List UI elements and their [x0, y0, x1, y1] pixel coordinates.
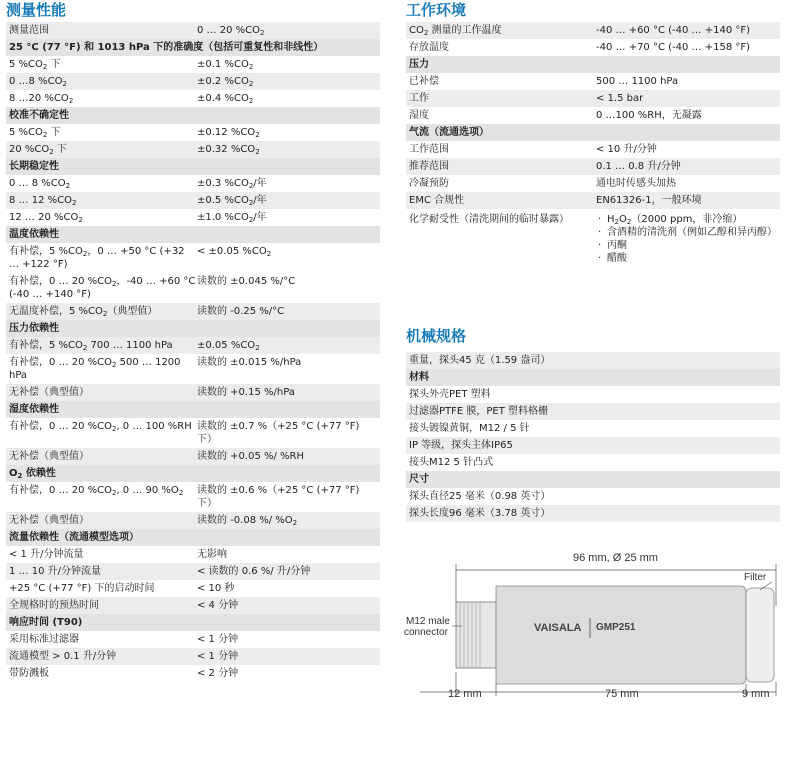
- mechanical-value: 45 克（1.59 盎司）: [459, 355, 551, 366]
- measurement-performance-section: [6, 0, 380, 682]
- chem-item: · $H_2O_2(2000$ ppm，非冷缩）: [596, 213, 777, 226]
- measurement-label: 8 …20 $\%CO_2$: [9, 93, 74, 105]
- measurement-value: ±0.05 $\%CO_2$: [197, 340, 260, 352]
- environment-value: 通电时传感头加热: [596, 178, 676, 189]
- measurement-label: < 1 升/分钟流量: [9, 549, 84, 560]
- measurement-value: 读数的 -0.08 %/ $\%O_2$: [197, 515, 298, 527]
- measurement-label: 测量范围: [9, 25, 49, 36]
- brand-logo: VAISALA: [534, 622, 582, 634]
- measurement-value: 读数的 ±0.7 %（+25 °C (+77 °F) 下）: [197, 421, 360, 445]
- measurement-value: < 读数的 0.6 %/ 升/分钟: [197, 566, 311, 577]
- operating-environment-section: [406, 0, 780, 267]
- measurement-label: 湿度依赖性: [9, 404, 59, 415]
- section-title-environment: 工作环境: [406, 1, 467, 19]
- measurement-row: [6, 529, 380, 546]
- measurement-value: < 4 分钟: [197, 600, 239, 611]
- environment-row: [406, 192, 780, 209]
- mechanical-table: [406, 352, 780, 522]
- probe-drawing: [400, 546, 786, 755]
- measurement-value: ±0.1 $\%CO_2$: [197, 59, 254, 71]
- probe-filter: [746, 588, 774, 682]
- environment-row: [406, 158, 780, 175]
- measurement-row: [6, 243, 380, 273]
- chem-item: · 丙酮: [596, 239, 777, 252]
- measurement-row: [6, 354, 380, 384]
- environment-value: < 1.5 bar: [596, 93, 644, 104]
- mechanical-label: 接头: [409, 457, 429, 468]
- measurement-label: 有补偿，0 … 20 $\%CO_2$, 0 … 90 $\%O_2$: [9, 485, 184, 497]
- measurement-value: ±0.5 $\%CO_2/$年: [197, 195, 267, 207]
- measurement-label: 20 $\%CO_2$ 下: [9, 144, 67, 156]
- environment-label: 冷凝预防: [409, 178, 449, 189]
- environment-label: 湿度: [409, 110, 429, 121]
- mechanical-label: 尺寸: [409, 474, 429, 485]
- mechanical-row: [406, 369, 780, 386]
- mechanical-value: 96 毫米（3.78 英寸）: [449, 508, 551, 519]
- environment-label: $CO_2$ 测量的工作温度: [409, 25, 502, 37]
- mechanical-spec-section: [406, 326, 780, 522]
- environment-value: -40 … +60 °C (-40 … +140 °F): [596, 25, 751, 36]
- environment-label: 工作: [409, 93, 429, 104]
- mechanical-row: [406, 437, 780, 454]
- measurement-label: 5 $\%CO_2$ 下: [9, 127, 61, 139]
- measurement-label: 采用标准过滤器: [9, 634, 79, 645]
- measurement-label: 8 … 12 $\%CO_2$: [9, 195, 77, 207]
- environment-label: 存放温度: [409, 42, 449, 53]
- mechanical-value: PTFE 膜，PET 塑料格栅: [439, 406, 549, 417]
- section-title-mechanical: 机械规格: [406, 327, 467, 345]
- measurement-label: 无补偿（典型值）: [9, 515, 89, 526]
- mechanical-value: M12 5 针凸式: [429, 457, 494, 468]
- environment-value: -40 … +70 °C (-40 … +158 °F): [596, 42, 751, 53]
- measurement-row: [6, 563, 380, 580]
- environment-row: [406, 124, 780, 141]
- measurement-label: 带防溅板: [9, 668, 49, 679]
- measurement-row: [6, 546, 380, 563]
- measurement-label: 无补偿（典型值）: [9, 387, 89, 398]
- measurement-row: [6, 512, 380, 529]
- measurement-row: [6, 648, 380, 665]
- mechanical-label: IP 等级，探头主体: [409, 440, 492, 451]
- environment-value: < 10 升/分钟: [596, 144, 657, 155]
- mechanical-value: IP65: [491, 440, 513, 451]
- measurement-label: $O_2$ 依赖性: [9, 468, 56, 480]
- measurement-value: 无影响: [197, 549, 227, 560]
- mechanical-label: 过滤器: [409, 406, 439, 417]
- measurement-row: [6, 303, 380, 320]
- measurement-label: 有补偿，5 $\%CO_2$，0 … +50 °C (+32 … +122 °F): [9, 246, 185, 270]
- mechanical-label: 接头: [409, 423, 429, 434]
- measurement-value: 读数的 +0.05 %/ %RH: [197, 451, 305, 462]
- chem-row: [406, 209, 780, 267]
- mechanical-label: 探头直径: [409, 491, 449, 502]
- measurement-label: 25 °C (77 °F) 和 1013 hPa 下的准确度（包括可重复性和非线性）: [9, 42, 324, 53]
- measurement-row: [6, 631, 380, 648]
- measurement-value: ±0.12 $\%CO_2$: [197, 127, 260, 139]
- measurement-row: [6, 90, 380, 107]
- measurement-row: [6, 465, 380, 482]
- measurement-value: < 1 分钟: [197, 634, 239, 645]
- measurement-value: < 2 分钟: [197, 668, 239, 679]
- environment-row: [406, 141, 780, 158]
- measurement-value: 读数的 ±0.045 %/°C: [197, 276, 296, 287]
- measurement-value: < ±0.05 $\%CO_2$: [197, 246, 272, 258]
- connector-label-1: M12 male: [406, 616, 450, 627]
- mechanical-label: 探头外壳: [409, 389, 449, 400]
- measurement-row: [6, 597, 380, 614]
- section-title-measurement: 测量性能: [6, 1, 67, 19]
- measurement-label: 1 … 10 升/分钟流量: [9, 566, 101, 577]
- measurement-value: ±0.4 $\%CO_2$: [197, 93, 254, 105]
- measurement-row: [6, 175, 380, 192]
- environment-row: [406, 175, 780, 192]
- mechanical-value: 镀镍黄铜，M12 / 5 针: [429, 423, 530, 434]
- environment-label: 压力: [409, 59, 429, 70]
- measurement-row: [6, 482, 380, 512]
- environment-label: 工作范围: [409, 144, 449, 155]
- dim-right-label: 9 mm: [742, 688, 770, 700]
- measurement-label: +25 °C (+77 °F) 下的启动时间: [9, 583, 155, 594]
- environment-label: EMC 合规性: [409, 195, 465, 206]
- measurement-row: [6, 401, 380, 418]
- environment-row: [406, 56, 780, 73]
- measurement-value: ±0.32 $\%CO_2$: [197, 144, 260, 156]
- measurement-row: [6, 320, 380, 337]
- environment-label: 气流（流通选项）: [409, 127, 489, 138]
- measurement-label: 校准不确定性: [9, 110, 69, 121]
- measurement-label: 5 $\%CO_2$ 下: [9, 59, 61, 71]
- measurement-label: 长期稳定性: [9, 161, 59, 172]
- environment-value: EN61326-1，一般环境: [596, 195, 702, 206]
- dim-mid-label: 75 mm: [605, 688, 639, 700]
- chem-list: [596, 213, 777, 265]
- chem-item: · 醋酸: [596, 252, 777, 265]
- measurement-value: 读数的 ±0.6 %（+25 °C (+77 °F) 下）: [197, 485, 360, 509]
- mechanical-label: 材料: [409, 372, 429, 383]
- measurement-row: [6, 384, 380, 401]
- measurement-label: 0 …8 $\%CO_2$: [9, 76, 67, 88]
- dim-total-label: 96 mm, Ø 25 mm: [573, 552, 658, 564]
- measurement-row: [6, 337, 380, 354]
- measurement-row: [6, 226, 380, 243]
- measurement-row: [6, 192, 380, 209]
- mechanical-label: 探头长度: [409, 508, 449, 519]
- mechanical-row: [406, 505, 780, 522]
- mechanical-label: 重量，探头: [409, 355, 459, 366]
- measurement-value: 0 … 20 $\%CO_2$: [197, 25, 265, 37]
- measurement-label: 有补偿，0 … 20 $\%CO_2$，-40 … +60 °C (-40 … +140 °F): [9, 276, 196, 300]
- measurement-value: ±0.2 $\%CO_2$: [197, 76, 254, 88]
- measurement-value: < 1 分钟: [197, 651, 239, 662]
- measurement-label: 流通模型 > 0.1 升/分钟: [9, 651, 117, 662]
- environment-row: [406, 73, 780, 90]
- measurement-label: 响应时间 (T90): [9, 617, 83, 628]
- measurement-row: [6, 124, 380, 141]
- model-label: GMP251: [596, 622, 636, 633]
- measurement-label: 有补偿，0 … 20 $\%CO_2$, 0 … 100 %RH: [9, 421, 192, 433]
- filter-label: Filter: [744, 572, 767, 583]
- measurement-value: ±1.0 $\%CO_2/$年: [197, 212, 267, 224]
- measurement-label: 无温度补偿，5 $\%CO_2$（典型值）: [9, 306, 158, 318]
- measurement-label: 流量依赖性（流通模型选项）: [9, 532, 139, 543]
- measurement-row: [6, 158, 380, 175]
- chem-label: 化学耐受性（清洗期间的临时暴露）: [409, 214, 569, 225]
- measurement-row: [6, 209, 380, 226]
- environment-row: [406, 22, 780, 39]
- environment-value: 0.1 … 0.8 升/分钟: [596, 161, 681, 172]
- mechanical-row: [406, 403, 780, 420]
- environment-value: 0 …100 %RH，无凝露: [596, 110, 702, 121]
- measurement-row: [6, 665, 380, 682]
- environment-row: [406, 39, 780, 56]
- probe-diagram: [400, 546, 786, 755]
- measurement-label: 12 … 20 $\%CO_2$: [9, 212, 83, 224]
- mechanical-row: [406, 454, 780, 471]
- measurement-label: 温度依赖性: [9, 229, 59, 240]
- mechanical-value: PET 塑料: [449, 389, 491, 400]
- measurement-value: ±0.3 $\%CO_2/$年: [197, 178, 267, 190]
- measurement-row: [6, 580, 380, 597]
- mechanical-value: 25 毫米（0.98 英寸）: [449, 491, 551, 502]
- measurement-value: 读数的 -0.25 %/°C: [197, 306, 285, 317]
- measurement-row: [6, 73, 380, 90]
- connector-label-2: connector: [404, 627, 448, 638]
- measurement-row: [6, 614, 380, 631]
- measurement-label: 全规格时的预热时间: [9, 600, 99, 611]
- measurement-row: [6, 56, 380, 73]
- environment-row: [406, 90, 780, 107]
- mechanical-row: [406, 471, 780, 488]
- measurement-row: [6, 22, 380, 39]
- mechanical-row: [406, 488, 780, 505]
- mechanical-row: [406, 352, 780, 369]
- mechanical-row: [406, 420, 780, 437]
- measurement-value: < 10 秒: [197, 583, 235, 594]
- measurement-label: 有补偿，5 $\%CO_2$ 700 … 1100 hPa: [9, 340, 173, 352]
- measurement-row: [6, 141, 380, 158]
- measurement-label: 无补偿（典型值）: [9, 451, 89, 462]
- measurement-table: [6, 22, 380, 682]
- measurement-row: [6, 39, 380, 56]
- measurement-value: 读数的 +0.15 %/hPa: [197, 387, 295, 398]
- environment-table: [406, 22, 780, 209]
- measurement-label: 有补偿，0 … 20 $\%CO_2$ 500 … 1200 hPa: [9, 357, 181, 381]
- measurement-row: [6, 273, 380, 303]
- measurement-row: [6, 107, 380, 124]
- environment-row: [406, 107, 780, 124]
- mechanical-row: [406, 386, 780, 403]
- measurement-row: [6, 418, 380, 448]
- measurement-row: [6, 448, 380, 465]
- measurement-value: 读数的 ±0.015 %/hPa: [197, 357, 302, 368]
- environment-value: 500 … 1100 hPa: [596, 76, 679, 87]
- dim-left-label: 12 mm: [448, 688, 482, 700]
- measurement-label: 0 … 8 $\%CO_2$: [9, 178, 71, 190]
- probe-body: [496, 586, 746, 684]
- chem-item: · 含酒精的清洗剂（例如乙醇和异丙醇）: [596, 226, 777, 239]
- environment-label: 已补偿: [409, 76, 439, 87]
- environment-label: 推荐范围: [409, 161, 449, 172]
- measurement-label: 压力依赖性: [9, 323, 59, 334]
